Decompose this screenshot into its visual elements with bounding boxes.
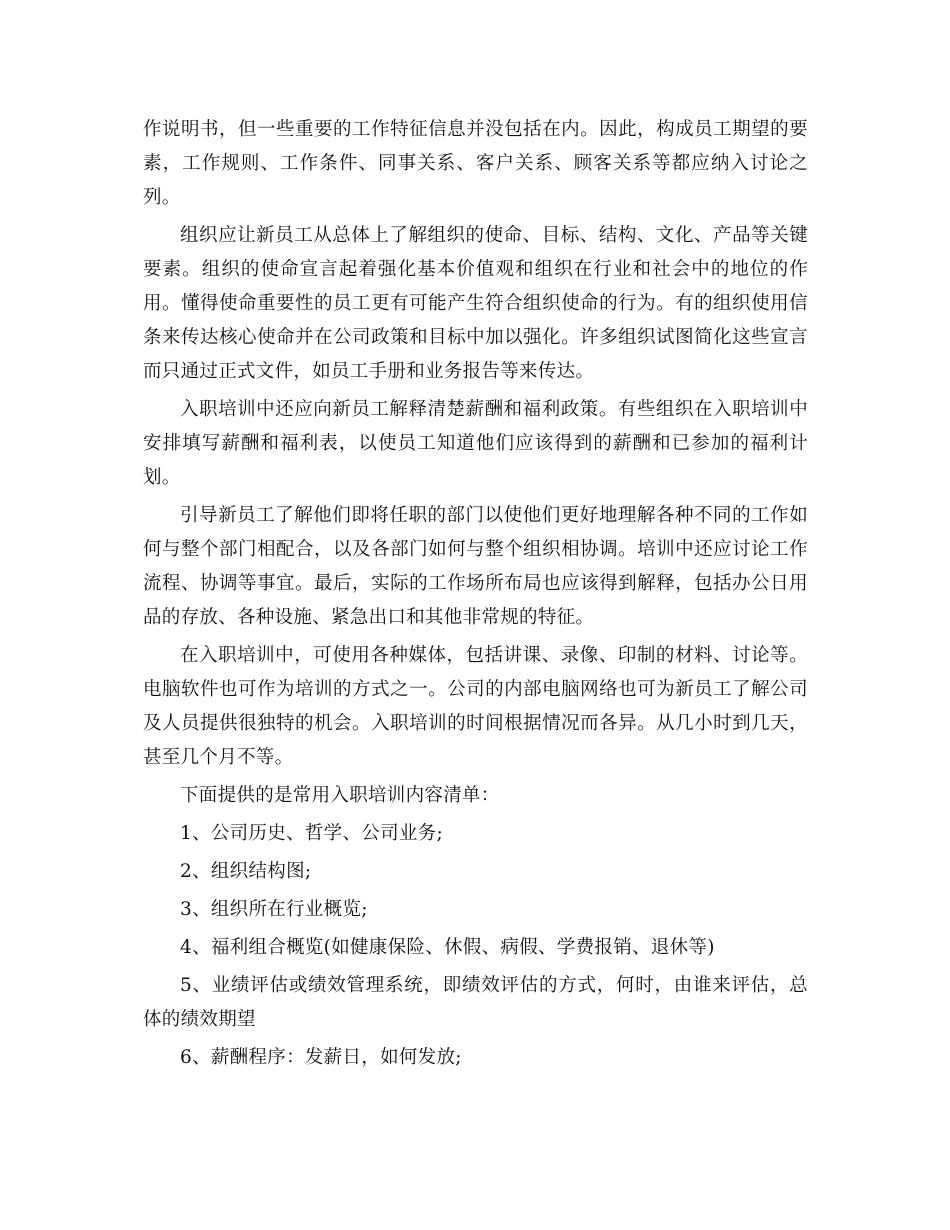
list-item: 4、福利组合概览(如健康保险、休假、病假、学费报销、退休等) (180, 937, 715, 958)
list-item: 2、组织结构图; (180, 861, 312, 882)
paragraph-continuation: 作说明书，但一些重要的工作特征信息并没包括在内。因此，构成员工期望的要素，工作规则、工作条件、同事关系、客户关系、顾客关系等都应纳入讨论之列。 (143, 119, 808, 208)
list-item: 3、组织所在行业概览; (180, 899, 368, 920)
paragraph-list-intro: 下面提供的是常用入职培训内容清单： (180, 785, 500, 806)
list-item: 1、公司历史、哲学、公司业务; (180, 823, 444, 844)
paragraph-media: 在入职培训中，可使用各种媒体，包括讲课、录像、印制的材料、讨论等。电脑软件也可作为培训的方式之一。公司的内部电脑网络也可为新员工了解公司及人员提供很独特的机会。入职培训的时间根据情况而各异。从几小时到几天，甚至几个月不等。 (143, 645, 808, 768)
paragraph-compensation: 入职培训中还应向新员工解释清楚薪酬和福利政策。有些组织在入职培训中安排填写薪酬和福利表，以使员工知道他们应该得到的薪酬和已参加的福利计划。 (143, 399, 808, 488)
document-body (143, 113, 808, 1075)
list-item: 6、薪酬程序：发薪日，如何发放; (180, 1047, 462, 1068)
list-item: 5、业绩评估或绩效管理系统，即绩效评估的方式，何时，由谁来评估，总体的绩效期望 (143, 975, 808, 1030)
paragraph-mission: 组织应让新员工从总体上了解组织的使命、目标、结构、文化、产品等关键要素。组织的使命宣言起着强化基本价值观和组织在行业和社会中的地位的作用。懂得使命重要性的员工更有可能产生符合组织使命的行为。有的组织使用信条来传达核心使命并在公司政策和目标中加以强化。许多组织试图简化这些宣言而只通过正式文件，如员工手册和业务报告等来传达。 (143, 225, 808, 382)
paragraph-department: 引导新员工了解他们即将任职的部门以使他们更好地理解各种不同的工作如何与整个部门相配合，以及各部门如何与整个组织相协调。培训中还应讨论工作流程、协调等事宜。最后，实际的工作场所布局也应该得到解释，包括办公日用品的存放、各种设施、紧急出口和其他非常规的特征。 (143, 505, 808, 628)
